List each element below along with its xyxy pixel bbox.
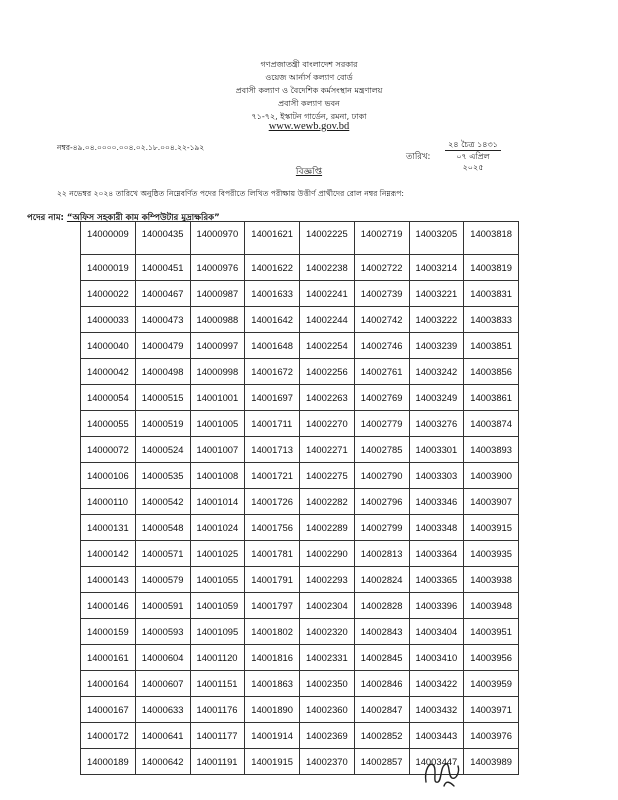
roll-number-cell: 14003971 xyxy=(464,697,519,723)
roll-number-cell: 14000451 xyxy=(135,255,190,281)
roll-number-cell: 14003951 xyxy=(464,619,519,645)
roll-number-cell: 14002263 xyxy=(300,385,355,411)
roll-number-cell: 14001721 xyxy=(245,463,300,489)
roll-number-cell: 14002824 xyxy=(354,567,409,593)
roll-number-cell: 14002256 xyxy=(300,359,355,385)
table-row xyxy=(81,222,519,255)
roll-number-cell: 14003915 xyxy=(464,515,519,541)
roll-number-cell: 14002370 xyxy=(300,749,355,775)
roll-number-cell: 14002857 xyxy=(354,749,409,775)
table-row xyxy=(81,723,519,749)
roll-number-cell: 14002225 xyxy=(300,222,355,255)
roll-number-cell: 14000579 xyxy=(135,567,190,593)
roll-number-cell: 14000970 xyxy=(190,222,245,255)
roll-number-cell: 14001001 xyxy=(190,385,245,411)
roll-number-cell: 14002238 xyxy=(300,255,355,281)
roll-number-cell: 14000607 xyxy=(135,671,190,697)
roll-number-cell: 14002304 xyxy=(300,593,355,619)
roll-number-cell: 14002845 xyxy=(354,645,409,671)
roll-number-cell: 14001711 xyxy=(245,411,300,437)
table-row xyxy=(81,437,519,463)
roll-number-cell: 14001025 xyxy=(190,541,245,567)
header-line-government: গণপ্রজাতন্ত্রী বাংলাদেশ সরকার xyxy=(260,60,358,69)
post-name: “অফিস সহকারী কাম কম্পিউটার মুদ্রাক্ষরিক” xyxy=(66,213,220,223)
roll-number-cell: 14002293 xyxy=(300,567,355,593)
roll-number-cell: 14000131 xyxy=(81,515,136,541)
date-bangla: ২৪ চৈত্র ১৪৩১ xyxy=(448,140,498,149)
roll-number-cell: 14002254 xyxy=(300,333,355,359)
roll-number-cell: 14002289 xyxy=(300,515,355,541)
roll-number-cell: 14000498 xyxy=(135,359,190,385)
roll-number-cell: 14002270 xyxy=(300,411,355,437)
roll-number-cell: 14001007 xyxy=(190,437,245,463)
roll-number-cell: 14001621 xyxy=(245,222,300,255)
roll-number-cell: 14003221 xyxy=(409,281,464,307)
roll-number-cell: 14002350 xyxy=(300,671,355,697)
roll-number-cell: 14003239 xyxy=(409,333,464,359)
roll-number-cell: 14000033 xyxy=(81,307,136,333)
roll-number-cell: 14001816 xyxy=(245,645,300,671)
roll-number-cell: 14000110 xyxy=(81,489,136,515)
roll-number-cell: 14000473 xyxy=(135,307,190,333)
roll-number-cell: 14002785 xyxy=(354,437,409,463)
roll-number-cell: 14001756 xyxy=(245,515,300,541)
roll-number-cell: 14000641 xyxy=(135,723,190,749)
roll-number-cell: 14003396 xyxy=(409,593,464,619)
roll-number-cell: 14003346 xyxy=(409,489,464,515)
table-row xyxy=(81,671,519,697)
roll-number-cell: 14000479 xyxy=(135,333,190,359)
roll-number-cell: 14000054 xyxy=(81,385,136,411)
roll-number-cell: 14001120 xyxy=(190,645,245,671)
table-row xyxy=(81,489,519,515)
roll-number-cell: 14000019 xyxy=(81,255,136,281)
roll-number-cell: 14000591 xyxy=(135,593,190,619)
roll-number-cell: 14001177 xyxy=(190,723,245,749)
roll-number-cell: 14003900 xyxy=(464,463,519,489)
roll-number-cell: 14003833 xyxy=(464,307,519,333)
roll-number-cell: 14003948 xyxy=(464,593,519,619)
roll-number-cell: 14001802 xyxy=(245,619,300,645)
roll-number-cell: 14001726 xyxy=(245,489,300,515)
roll-number-cell: 14001055 xyxy=(190,567,245,593)
roll-number-cell: 14000072 xyxy=(81,437,136,463)
roll-number-cell: 14000976 xyxy=(190,255,245,281)
roll-number-cell: 14002719 xyxy=(354,222,409,255)
roll-number-cell: 14001191 xyxy=(190,749,245,775)
roll-number-cell: 14002813 xyxy=(354,541,409,567)
roll-number-cell: 14003249 xyxy=(409,385,464,411)
roll-number-cell: 14001863 xyxy=(245,671,300,697)
roll-number-cell: 14002369 xyxy=(300,723,355,749)
roll-number-cell: 14003976 xyxy=(464,723,519,749)
roll-number-cell: 14003447 xyxy=(409,749,464,775)
roll-number-cell: 14001915 xyxy=(245,749,300,775)
roll-number-cell: 14003276 xyxy=(409,411,464,437)
roll-number-cell: 14003242 xyxy=(409,359,464,385)
table-row xyxy=(81,515,519,541)
roll-number-cell: 14002241 xyxy=(300,281,355,307)
table-row xyxy=(81,281,519,307)
roll-number-cell: 14000167 xyxy=(81,697,136,723)
roll-number-cell: 14000164 xyxy=(81,671,136,697)
roll-number-cell: 14002843 xyxy=(354,619,409,645)
roll-number-cell: 14003819 xyxy=(464,255,519,281)
roll-number-cell: 14000042 xyxy=(81,359,136,385)
roll-number-cell: 14001648 xyxy=(245,333,300,359)
roll-number-cell: 14000519 xyxy=(135,411,190,437)
table-row xyxy=(81,359,519,385)
roll-number-cell: 14003205 xyxy=(409,222,464,255)
roll-number-cell: 14000172 xyxy=(81,723,136,749)
table-row xyxy=(81,567,519,593)
roll-number-cell: 14002799 xyxy=(354,515,409,541)
roll-number-cell: 14000189 xyxy=(81,749,136,775)
roll-number-cell: 14002796 xyxy=(354,489,409,515)
roll-number-cell: 14001791 xyxy=(245,567,300,593)
roll-number-cell: 14001151 xyxy=(190,671,245,697)
notice-title-text: বিজ্ঞপ্তি xyxy=(295,167,323,177)
roll-number-cell: 14003303 xyxy=(409,463,464,489)
roll-number-cell: 14001014 xyxy=(190,489,245,515)
roll-number-cell: 14000987 xyxy=(190,281,245,307)
roll-number-cell: 14001642 xyxy=(245,307,300,333)
roll-number-cell: 14003959 xyxy=(464,671,519,697)
roll-number-cell: 14002852 xyxy=(354,723,409,749)
roll-number-cell: 14000143 xyxy=(81,567,136,593)
roll-number-cell: 14001797 xyxy=(245,593,300,619)
table-row xyxy=(81,411,519,437)
roll-number-cell: 14000009 xyxy=(81,222,136,255)
roll-number-cell: 14003938 xyxy=(464,567,519,593)
roll-number-cell: 14001024 xyxy=(190,515,245,541)
letterhead xyxy=(0,58,618,123)
roll-number-cell: 14002271 xyxy=(300,437,355,463)
roll-number-cell: 14003818 xyxy=(464,222,519,255)
table-row xyxy=(81,307,519,333)
roll-number-cell: 14002828 xyxy=(354,593,409,619)
roll-number-cell: 14001713 xyxy=(245,437,300,463)
roll-number-cell: 14003301 xyxy=(409,437,464,463)
roll-number-cell: 14000040 xyxy=(81,333,136,359)
table-row xyxy=(81,385,519,411)
roll-number-cell: 14003422 xyxy=(409,671,464,697)
roll-number-cell: 14001697 xyxy=(245,385,300,411)
roll-number-cell: 14000535 xyxy=(135,463,190,489)
header-line-building: প্রবাসী কল্যাণ ভবন xyxy=(278,99,340,108)
roll-number-cell: 14002320 xyxy=(300,619,355,645)
roll-number-cell: 14002846 xyxy=(354,671,409,697)
date-block xyxy=(445,139,501,172)
roll-number-cell: 14000146 xyxy=(81,593,136,619)
roll-number-cell: 14003874 xyxy=(464,411,519,437)
roll-number-cell: 14000642 xyxy=(135,749,190,775)
roll-number-cell: 14002244 xyxy=(300,307,355,333)
table-row xyxy=(81,593,519,619)
roll-number-cell: 14003956 xyxy=(464,645,519,671)
roll-number-cell: 14000055 xyxy=(81,411,136,437)
date-label: তারিখ: xyxy=(406,152,431,162)
roll-number-cell: 14000593 xyxy=(135,619,190,645)
header-line-board: ওয়েজ আর্নার্স কল্যাণ বোর্ড xyxy=(265,73,353,82)
roll-number-cell: 14000604 xyxy=(135,645,190,671)
roll-number-cell: 14001005 xyxy=(190,411,245,437)
roll-number-cell: 14000633 xyxy=(135,697,190,723)
roll-number-cell: 14000142 xyxy=(81,541,136,567)
roll-number-cell: 14000571 xyxy=(135,541,190,567)
roll-number-cell: 14002769 xyxy=(354,385,409,411)
roll-number-cell: 14003214 xyxy=(409,255,464,281)
roll-number-cell: 14003851 xyxy=(464,333,519,359)
post-label: পদের নাম: xyxy=(27,213,64,223)
roll-number-cell: 14001059 xyxy=(190,593,245,619)
roll-number-cell: 14000161 xyxy=(81,645,136,671)
roll-number-cell: 14002742 xyxy=(354,307,409,333)
roll-number-cell: 14003443 xyxy=(409,723,464,749)
roll-number-cell: 14000988 xyxy=(190,307,245,333)
header-line-ministry: প্রবাসী কল্যাণ ও বৈদেশিক কর্মসংস্থান মন্ত্রণালয় xyxy=(235,86,383,95)
roll-number-cell: 14002275 xyxy=(300,463,355,489)
roll-number-cell: 14001095 xyxy=(190,619,245,645)
roll-number-cell: 14003893 xyxy=(464,437,519,463)
table-row xyxy=(81,645,519,671)
roll-number-cell: 14002790 xyxy=(354,463,409,489)
roll-number-cell: 14002761 xyxy=(354,359,409,385)
signature xyxy=(420,752,464,790)
roll-number-cell: 14000106 xyxy=(81,463,136,489)
roll-number-cell: 14002739 xyxy=(354,281,409,307)
roll-number-cell: 14001890 xyxy=(245,697,300,723)
roll-number-cell: 14003410 xyxy=(409,645,464,671)
notice-title xyxy=(0,164,618,179)
roll-number-cell: 14002746 xyxy=(354,333,409,359)
roll-number-cell: 14000467 xyxy=(135,281,190,307)
roll-number-cell: 14000524 xyxy=(135,437,190,463)
roll-number-cell: 14001622 xyxy=(245,255,300,281)
roll-number-cell: 14002290 xyxy=(300,541,355,567)
roll-number-cell: 14003222 xyxy=(409,307,464,333)
table-row xyxy=(81,697,519,723)
roll-number-cell: 14000435 xyxy=(135,222,190,255)
date-english: ০৭ এপ্রিল ২০২৫ xyxy=(456,152,490,172)
roll-number-cell: 14003907 xyxy=(464,489,519,515)
roll-number-cell: 14000998 xyxy=(190,359,245,385)
roll-number-cell: 14003935 xyxy=(464,541,519,567)
table-row xyxy=(81,333,519,359)
roll-number-cell: 14003432 xyxy=(409,697,464,723)
roll-number-cell: 14002331 xyxy=(300,645,355,671)
roll-number-cell: 14001633 xyxy=(245,281,300,307)
roll-number-cell: 14003831 xyxy=(464,281,519,307)
roll-number-cell: 14000022 xyxy=(81,281,136,307)
roll-number-cell: 14000515 xyxy=(135,385,190,411)
memo-number: নম্বর-৪৯.০৪.০০০০.০০৪.০২.১৮.০০৪.২২-১৯২ xyxy=(57,143,205,152)
roll-number-cell: 14000542 xyxy=(135,489,190,515)
roll-number-cell: 14000997 xyxy=(190,333,245,359)
roll-number-cell: 14002722 xyxy=(354,255,409,281)
roll-number-cell: 14003365 xyxy=(409,567,464,593)
table-row xyxy=(81,255,519,281)
roll-number-cell: 14003861 xyxy=(464,385,519,411)
website-link[interactable]: www.wewb.gov.bd xyxy=(268,121,350,132)
roll-number-cell: 14003856 xyxy=(464,359,519,385)
roll-number-cell: 14001176 xyxy=(190,697,245,723)
roll-number-cell: 14002847 xyxy=(354,697,409,723)
roll-number-cell: 14001914 xyxy=(245,723,300,749)
roll-number-cell: 14002779 xyxy=(354,411,409,437)
header-line-address: ৭১-৭২, ইস্কাটন গার্ডেন, রমনা, ঢাকা xyxy=(251,112,367,121)
intro-text: ২২ নভেম্বর ২০২৪ তারিখে অনুষ্ঠিত নিম্নেবর্ণিত পদের বিপরীতে লিখিত পরীক্ষায় উত্তীর্ণ প্রার্থীদের রোল নম্বর নিম্নরূপ: xyxy=(57,189,404,198)
roll-number-table xyxy=(80,221,519,775)
roll-number-cell: 14000159 xyxy=(81,619,136,645)
table-row xyxy=(81,541,519,567)
roll-number-cell: 14001781 xyxy=(245,541,300,567)
roll-number-cell: 14003348 xyxy=(409,515,464,541)
roll-number-cell: 14000548 xyxy=(135,515,190,541)
roll-number-cell: 14003404 xyxy=(409,619,464,645)
roll-number-cell: 14002360 xyxy=(300,697,355,723)
table-row xyxy=(81,619,519,645)
roll-number-cell: 14001672 xyxy=(245,359,300,385)
roll-number-cell: 14002282 xyxy=(300,489,355,515)
roll-number-cell: 14001008 xyxy=(190,463,245,489)
roll-number-cell: 14003989 xyxy=(464,749,519,775)
table-row xyxy=(81,463,519,489)
roll-number-cell: 14003364 xyxy=(409,541,464,567)
